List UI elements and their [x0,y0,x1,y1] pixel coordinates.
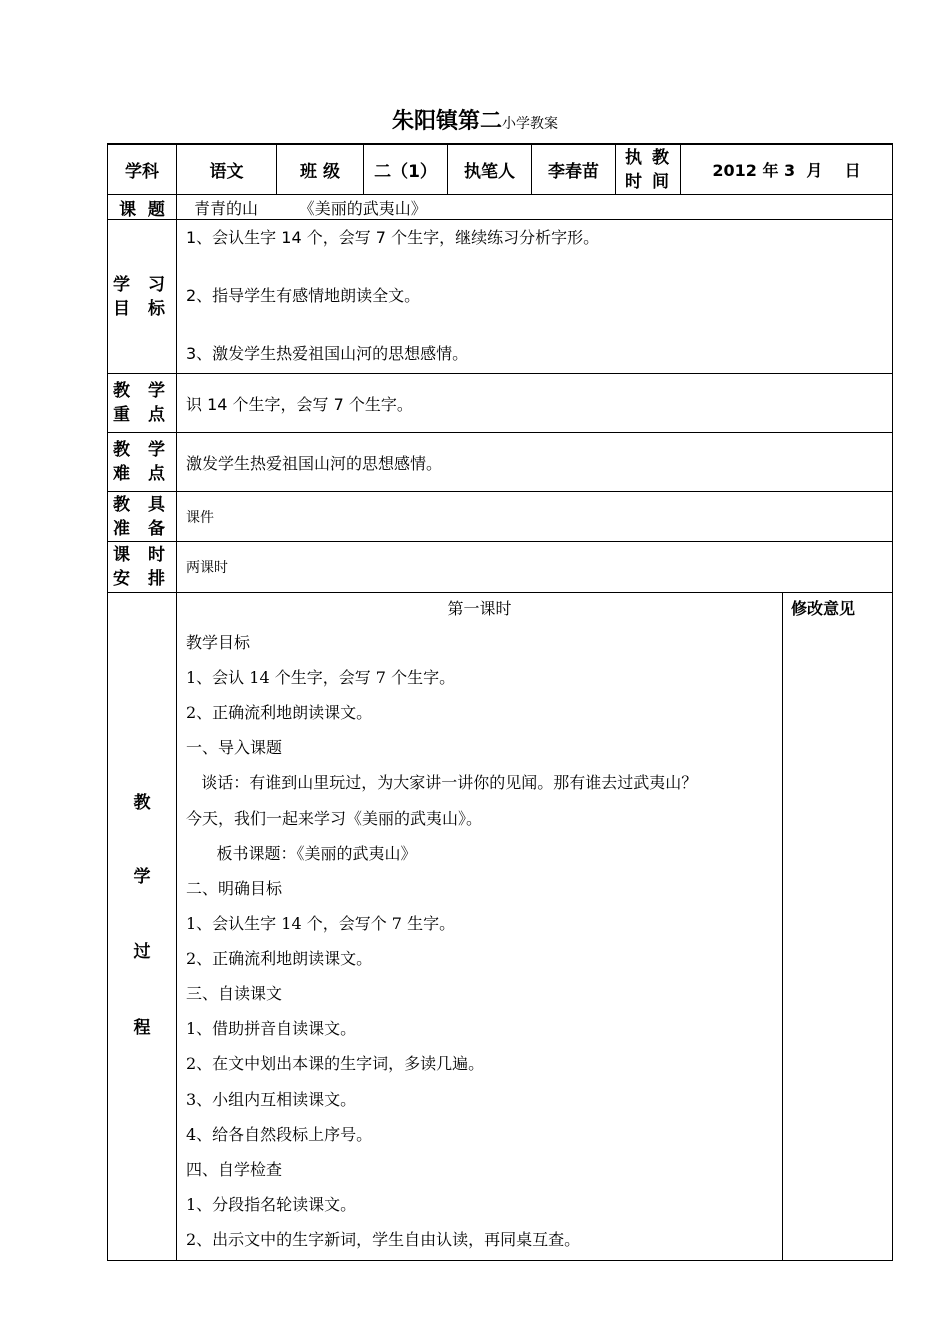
process-line: 谈话：有谁到山里玩过，为大家讲一讲你的见闻。那有谁去过武夷山？ [186,773,698,792]
class-value: 二（1） [374,162,437,182]
process-line: 1、会认生字 14 个，会写个 7 生字。 [186,914,456,933]
process-line: 2、在文中划出本课的生字词，多读几遍。 [186,1054,485,1073]
tools-label [108,492,176,541]
revision-label: 修改意见 [791,599,856,618]
process-line: 1、分段指名轮读课文。 [186,1195,357,1214]
goal-item: 3、激发学生热爱祖国山河的思想感情。 [186,344,469,363]
goals-label-line-1: 学 习 [113,274,171,295]
process-label-char: 程 [133,1018,151,1038]
process-line: 板书课题：《美丽的武夷山》 [186,844,417,863]
topic-value: 青青的山 《美丽的武夷山》 [194,198,427,218]
tools-label-line-2: 准 备 [113,518,171,539]
process-line: 今天，我们一起来学习《美丽的武夷山》。 [186,809,483,828]
schedule-label [108,542,176,592]
subject-label: 学科 [125,162,159,182]
process-line: 1、会认 14 个生字，会写 7 个生字。 [186,668,456,687]
subject-value: 语文 [209,162,244,182]
keypoints-label [108,374,176,432]
difficulties-value: 激发学生热爱祖国山河的思想感情。 [186,453,443,473]
process-line: 4、给各自然段标上序号。 [186,1125,373,1144]
process-line: 2、正确流利地朗读课文。 [186,949,373,968]
keypoints-label-line-1: 教 学 [113,381,171,401]
author-value: 李春苗 [548,162,599,182]
goals-label [108,220,176,373]
difficulties-label-line-1: 教 学 [113,440,171,460]
title-main: 朱阳镇第二 [391,109,502,134]
goal-item: 2、指导学生有感情地朗读全文。 [186,286,421,305]
row-divider-schedule [107,592,893,593]
keypoints-value: 识 14 个生字，会写 7 个生字。 [186,394,413,414]
difficulties-label-line-2: 难 点 [113,464,171,484]
topic-label: 课 题 [119,199,165,220]
process-line: 二、明确目标 [186,879,283,898]
process-line: 2、出示文中的生字新词，学生自由认读，再同桌互查。 [186,1230,581,1249]
document-title [0,104,950,135]
process-line: 一、导入课题 [186,738,283,757]
label-column-divider [176,143,177,1261]
process-line: 教学目标 [186,633,251,652]
time-label-line-1: 执 教 [625,147,671,168]
process-line: 四、自学检查 [186,1160,283,1179]
process-line: 3、小组内互相读课文。 [186,1090,357,1109]
process-label-char: 过 [133,942,151,962]
row-divider-topic [107,219,893,220]
revision-column-divider [782,592,783,1261]
table-border-bottom [107,1260,893,1261]
time-label-line-2: 时 间 [625,171,671,192]
schedule-label-line-2: 安 排 [113,569,171,589]
table-border-right [892,143,893,1261]
goal-item: 1、会认生字 14 个，会写 7 个生字，继续练习分析字形。 [186,228,600,247]
process-label-char: 教 [133,793,151,813]
difficulties-label [108,433,176,491]
goals-label-line-2: 目 标 [113,298,171,319]
schedule-value: 两课时 [186,560,228,576]
title-suffix: 小学教案 [502,116,558,132]
lesson-title: 第一课时 [447,599,512,618]
tools-label-line-1: 教 具 [113,494,171,515]
tools-value: 课件 [186,509,214,526]
process-line: 三、自读课文 [186,984,283,1003]
class-label: 班 级 [300,162,340,182]
process-line: 2、正确流利地朗读课文。 [186,703,373,722]
schedule-label-line-1: 课 时 [113,545,171,565]
date-value: 2012 年 3 月 日 [712,161,861,180]
process-label-char: 学 [133,867,151,887]
keypoints-label-line-2: 重 点 [113,405,171,425]
process-line: 1、借助拼音自读课文。 [186,1019,357,1038]
author-label: 执笔人 [464,162,515,182]
time-label [616,145,680,194]
